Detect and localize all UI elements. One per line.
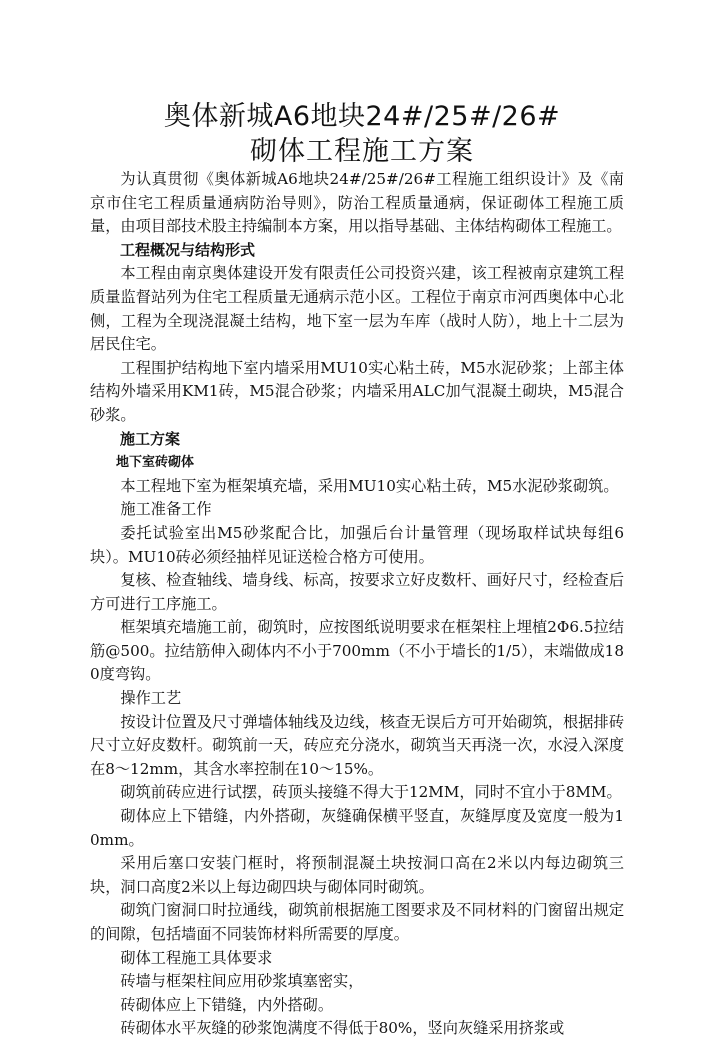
body-paragraph: 砌筑前砖应进行试摆，砖顶头接缝不得大于12MM，同时不宜小于8MM。 xyxy=(120,783,622,802)
document-body xyxy=(90,168,624,1041)
body-paragraph: 工程围护结构地下室内墙采用MU10实心粘土砖，M5水泥砂浆；上部主体结构外墙采用KM1砖，M5混合砂浆；内墙采用ALC加气混凝土砌块，M5混合砂浆。 xyxy=(90,358,624,424)
body-paragraph: 委托试验室出M5砂浆配合比，加强后台计量管理（现场取样试块每组6块）。MU10砖必须经抽样见证送检合格方可使用。 xyxy=(90,523,624,566)
body-paragraph: 砖墙与框架柱间应用砂浆填塞密实， xyxy=(120,972,364,991)
body-paragraph: 复核、检查轴线、墙身线、标高，按要求立好皮数杆、画好尺寸，经检查后方可进行工序施工。 xyxy=(90,571,624,613)
body-paragraph: 砌筑门窗洞口时拉通线，砌筑前根据施工图要求及不同材料的门窗留出规定的间隙，包括墙面不同装饰材料所需要的厚度。 xyxy=(90,901,624,943)
body-paragraph: 采用后塞口安装门框时，将预制混凝土块按洞口高在2米以内每边砌筑三块，洞口高度2米以上每边砌四块与砌体同时砌筑。 xyxy=(90,854,624,896)
section-heading: 施工方案 xyxy=(120,429,181,448)
body-paragraph: 施工准备工作 xyxy=(120,500,212,519)
body-paragraph: 砌体应上下错缝，内外搭砌，灰缝确保横平竖直，灰缝厚度及宽度一般为10mm。 xyxy=(90,807,624,849)
body-paragraph: 本工程由南京奥体建设开发有限责任公司投资兴建，该工程被南京建筑工程质量监督站列为住宅工程质量无通病示范小区。工程位于南京市河西奥体中心北侧，工程为全现浇混凝土结构，地下室一层为车库（战时人防），地上十二层为居民住宅。 xyxy=(90,264,624,354)
body-paragraph: 本工程地下室为框架填充墙，采用MU10实心粘土砖，M5水泥砂浆砌筑。 xyxy=(120,476,619,495)
subsection-heading: 地下室砖砌体 xyxy=(116,455,195,471)
body-paragraph: 框架填充墙施工前，砌筑时，应按图纸说明要求在框架柱上埋植2Φ6.5拉结筋@500。拉结筋伸入砌体内不小于700mm（不小于墙长的1/5），末端做成180度弯钩。 xyxy=(90,618,624,684)
body-paragraph: 砖砌体应上下错缝，内外搭砌。 xyxy=(120,995,334,1014)
body-paragraph: 砖砌体水平灰缝的砂浆饱满度不得低于80%，竖向灰缝采用挤浆或 xyxy=(120,1019,565,1038)
body-paragraph: 为认真贯彻《奥体新城A6地块24#/25#/26#工程施工组织设计》及《南京市住宅工程质量通病防治导则》，防治工程质量通病，保证砌体工程施工质量，由项目部技术股主持编制本方案，用以指导基础、主体结构砌体工程施工。 xyxy=(90,170,624,236)
body-paragraph: 操作工艺 xyxy=(120,689,182,708)
section-heading: 工程概况与结构形式 xyxy=(120,240,256,259)
document-title-line1: 奥体新城A6地块24#/25#/26# xyxy=(163,101,561,132)
body-paragraph: 按设计位置及尺寸弹墙体轴线及边线，核查无误后方可开始砌筑，根据排砖尺寸立好皮数杆。砌筑前一天，砖应充分浇水，砌筑当天再浇一次，水浸入深度在8～12mm，其含水率控制在10～15%。 xyxy=(90,712,624,778)
document-title-line2: 砌体工程施工方案 xyxy=(250,136,474,167)
body-paragraph: 砌体工程施工具体要求 xyxy=(120,948,273,967)
